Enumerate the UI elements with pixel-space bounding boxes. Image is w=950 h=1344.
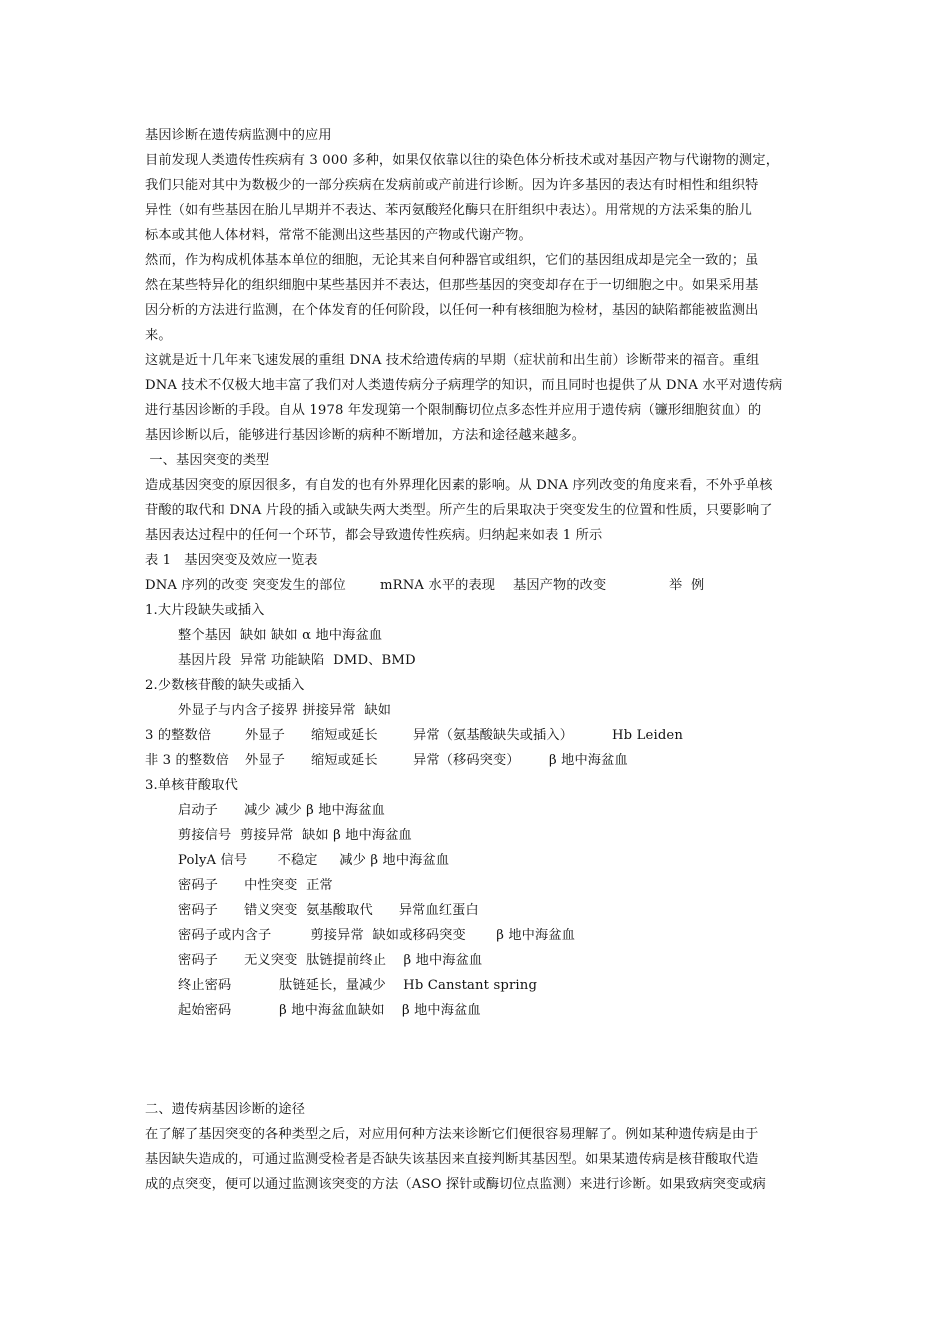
section2-line: 基因缺失造成的，可通过监测受检者是否缺失该基因来直接判断其基因型。如果某遗传病是核苷酸取代造 <box>145 1152 759 1167</box>
section1-line: 基因表达过程中的任何一个环节，都会导致遗传性疾病。归纳起来如表 1 所示 <box>145 528 603 543</box>
table-cell: 异常（氨基酸缺失或插入） <box>413 728 574 743</box>
table-row: 启动子 减少 减少 β 地中海盆血 <box>178 803 385 818</box>
table-group-label: 2.少数核苷酸的缺失或插入 <box>145 678 305 693</box>
section2-line: 成的点突变，便可以通过监测该突变的方法（ASO 探针或酶切位点监测）来进行诊断。如果致病突变或病 <box>145 1177 767 1192</box>
table-row: 密码子 中性突变 正常 <box>178 878 333 893</box>
document-title: 基因诊断在遗传病监测中的应用 <box>145 128 332 143</box>
intro-line: 目前发现人类遗传性疾病有 3 000 多种，如果仅依靠以往的染色体分析技术或对基因产物与代谢物的测定， <box>145 153 780 168</box>
table-row: 基因片段 异常 功能缺陷 DMD、BMD <box>178 653 416 668</box>
table-group-label: 3.单核苷酸取代 <box>145 778 238 793</box>
table-header-cell: DNA 序列的改变 突变发生的部位 <box>145 578 346 593</box>
table-row: 外显子与内含子接界 拼接异常 缺如 <box>178 703 392 718</box>
table-cell: 异常（移码突变） <box>413 753 520 768</box>
table-cell: 外显子 <box>245 753 286 768</box>
table-caption: 表 1 基因突变及效应一览表 <box>145 553 318 568</box>
section1-heading: 一、基因突变的类型 <box>145 453 270 468</box>
table-header-cell: 基因产物的改变 <box>513 578 607 593</box>
intro-line: 进行基因诊断的手段。自从 1978 年发现第一个限制酶切位点多态性并应用于遗传病（镰形细胞贫血）的 <box>145 403 762 418</box>
table-cell: Hb Leiden <box>612 728 684 743</box>
table-row: 剪接信号 剪接异常 缺如 β 地中海盆血 <box>178 828 412 843</box>
table-cell: 缩短或延长 <box>311 728 378 743</box>
section2-heading: 二、遗传病基因诊断的途径 <box>145 1102 306 1117</box>
table-group-label: 1.大片段缺失或插入 <box>145 603 265 618</box>
table-header-cell: 举 例 <box>669 578 705 593</box>
intro-line: 异性（如有些基因在胎儿早期并不表达、苯丙氨酸羟化酶只在肝组织中表达）。用常规的方法采集的胎儿 <box>145 203 752 218</box>
intro-line: 因分析的方法进行监测，在个体发育的任何阶段，以任何一种有核细胞为检材，基因的缺陷都能被监测出 <box>145 303 759 318</box>
intro-line: DNA 技术不仅极大地丰富了我们对人类遗传病分子病理学的知识，而且同时也提供了从 DNA 水平对遗传病 <box>145 378 783 393</box>
table-row: 密码子 错义突变 氨基酸取代 异常血红蛋白 <box>178 903 479 918</box>
section2-line: 在了解了基因突变的各种类型之后，对应用何种方法来诊断它们便很容易理解了。例如某种遗传病是由于 <box>145 1127 759 1142</box>
table-cell: 缩短或延长 <box>311 753 378 768</box>
table-row: 密码子或内含子 剪接异常 缺如或移码突变 β 地中海盆血 <box>178 928 576 943</box>
table-row: 终止密码 肽链延长，量减少 Hb Canstant spring <box>178 978 538 993</box>
intro-line: 然而，作为构成机体基本单位的细胞，无论其来自何种器官或组织，它们的基因组成却是完全一致的；虽 <box>145 253 759 268</box>
intro-line: 然在某些特异化的组织细胞中某些基因并不表达，但那些基因的突变却存在于一切细胞之中。如果采用基 <box>145 278 759 293</box>
intro-line: 我们只能对其中为数极少的一部分疾病在发病前或产前进行诊断。因为许多基因的表达有时相性和组织特 <box>145 178 759 193</box>
intro-line: 这就是近十几年来飞速发展的重组 DNA 技术给遗传病的早期（症状前和出生前）诊断带来的福音。重组 <box>145 353 760 368</box>
intro-line: 基因诊断以后，能够进行基因诊断的病种不断增加，方法和途径越来越多。 <box>145 428 586 443</box>
table-header-cell: mRNA 水平的表现 <box>380 578 496 593</box>
table-row: PolyA 信号 不稳定 减少 β 地中海盆血 <box>178 853 450 868</box>
table-row: 密码子 无义突变 肽链提前终止 β 地中海盆血 <box>178 953 483 968</box>
table-cell: 外显子 <box>245 728 286 743</box>
section1-line: 苷酸的取代和 DNA 片段的插入或缺失两大类型。所产生的后果取决于突变发生的位置和性质，只要影响了 <box>145 503 773 518</box>
intro-line: 来。 <box>145 328 172 343</box>
table-row: 起始密码 β 地中海盆血缺如 β 地中海盆血 <box>178 1003 481 1018</box>
table-cell: 3 的整数倍 <box>145 728 212 743</box>
section1-line: 造成基因突变的原因很多，有自发的也有外界理化因素的影响。从 DNA 序列改变的角度来看，不外乎单核 <box>145 478 773 493</box>
table-cell: β 地中海盆血 <box>549 753 628 768</box>
table-cell: 非 3 的整数倍 <box>145 753 229 768</box>
intro-line: 标本或其他人体材料，常常不能测出这些基因的产物或代谢产物。 <box>145 228 532 243</box>
table-row: 整个基因 缺如 缺如 α 地中海盆血 <box>178 628 383 643</box>
